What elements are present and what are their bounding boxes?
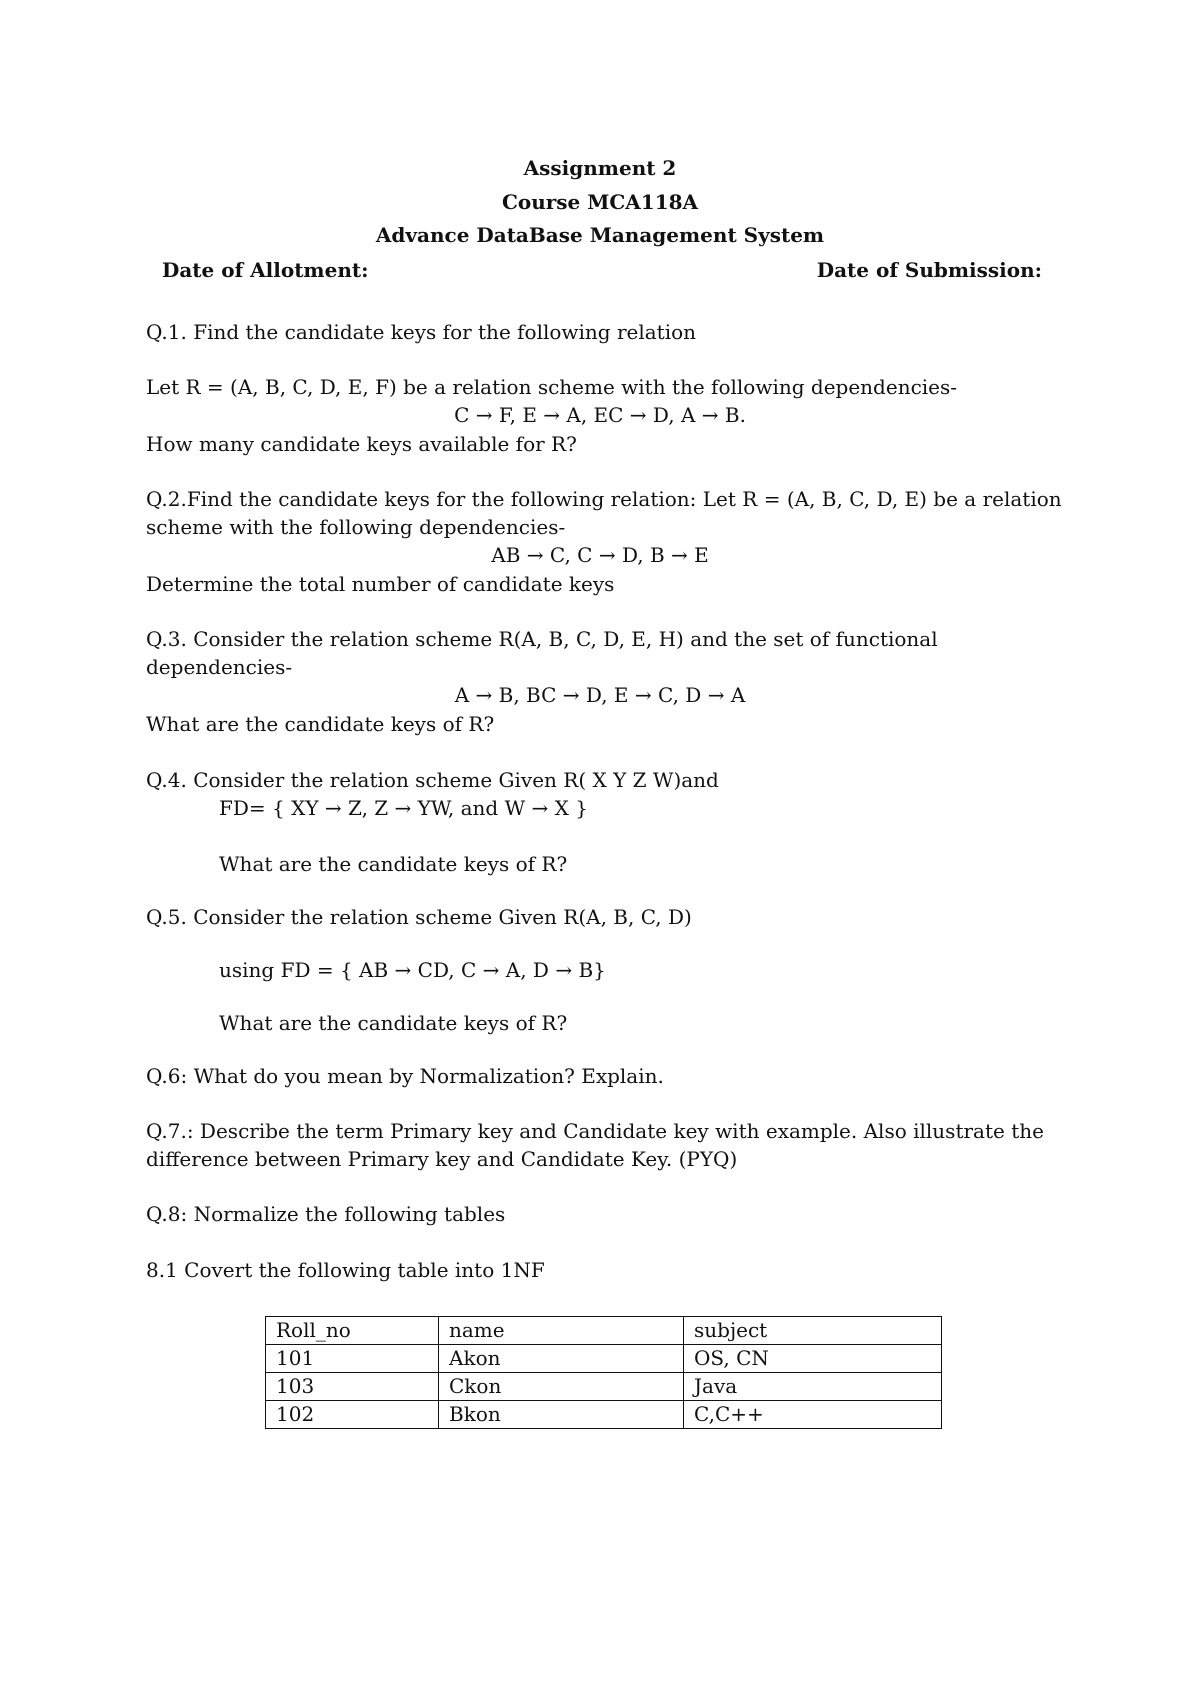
q2-question-cont: scheme with the following dependencies- xyxy=(146,515,566,539)
q4-question: Q.4. Consider the relation scheme Given R( X Y Z W)and xyxy=(146,768,719,792)
table-header-row xyxy=(266,1317,942,1345)
course-subject: Advance DataBase Management System xyxy=(375,223,825,247)
table-cell: 101 xyxy=(266,1345,439,1373)
q5-question: Q.5. Consider the relation scheme Given R(A, B, C, D) xyxy=(146,905,692,929)
q7-question-cont: difference between Primary key and Candidate Key. (PYQ) xyxy=(146,1147,738,1171)
assignment-title: Assignment 2 xyxy=(523,156,677,180)
table-cell: Bkon xyxy=(439,1401,684,1429)
table-header-cell: subject xyxy=(684,1317,942,1345)
q2-dependencies: AB → C, C → D, B → E xyxy=(491,543,709,567)
q4-dependencies: FD= { XY → Z, Z → YW, and W → X } xyxy=(219,796,588,820)
table-cell: Ckon xyxy=(439,1373,684,1401)
q3-question-cont: dependencies- xyxy=(146,655,293,679)
table-row xyxy=(266,1401,942,1429)
q3-question: Q.3. Consider the relation scheme R(A, B, C, D, E, H) and the set of functional xyxy=(146,627,938,651)
table-cell: Akon xyxy=(439,1345,684,1373)
q7-question: Q.7.: Describe the term Primary key and Candidate key with example. Also illustrate the xyxy=(146,1119,1044,1143)
q8-subquestion: 8.1 Covert the following table into 1NF xyxy=(146,1258,545,1282)
table-row xyxy=(266,1345,942,1373)
table-cell: OS, CN xyxy=(684,1345,942,1373)
roll-subject-table xyxy=(265,1316,942,1429)
q6-question: Q.6: What do you mean by Normalization? Explain. xyxy=(146,1064,664,1088)
table-cell: C,C++ xyxy=(684,1401,942,1429)
q1-prompt: How many candidate keys available for R? xyxy=(146,432,577,456)
q3-dependencies: A → B, BC → D, E → C, D → A xyxy=(454,683,746,707)
table-header-cell: Roll_no xyxy=(266,1317,439,1345)
q1-relation: Let R = (A, B, C, D, E, F) be a relation scheme with the following dependencies- xyxy=(146,375,958,399)
q2-prompt: Determine the total number of candidate keys xyxy=(146,572,615,596)
table-row xyxy=(266,1373,942,1401)
q4-prompt: What are the candidate keys of R? xyxy=(219,852,568,876)
q5-prompt: What are the candidate keys of R? xyxy=(219,1011,568,1035)
q8-question: Q.8: Normalize the following tables xyxy=(146,1202,506,1226)
course-code: Course MCA118A xyxy=(501,190,699,214)
q1-dependencies: C → F, E → A, EC → D, A → B. xyxy=(454,403,746,427)
q3-prompt: What are the candidate keys of R? xyxy=(146,712,495,736)
date-of-submission: Date of Submission: xyxy=(816,258,1042,282)
q1-question: Q.1. Find the candidate keys for the following relation xyxy=(146,320,697,344)
q2-question: Q.2.Find the candidate keys for the following relation: Let R = (A, B, C, D, E) be a relation xyxy=(146,487,1062,511)
date-of-allotment: Date of Allotment: xyxy=(162,258,369,282)
table-cell: Java xyxy=(684,1373,942,1401)
table-cell: 103 xyxy=(266,1373,439,1401)
table-cell: 102 xyxy=(266,1401,439,1429)
table-header-cell: name xyxy=(439,1317,684,1345)
q5-dependencies: using FD = { AB → CD, C → A, D → B} xyxy=(219,958,606,982)
